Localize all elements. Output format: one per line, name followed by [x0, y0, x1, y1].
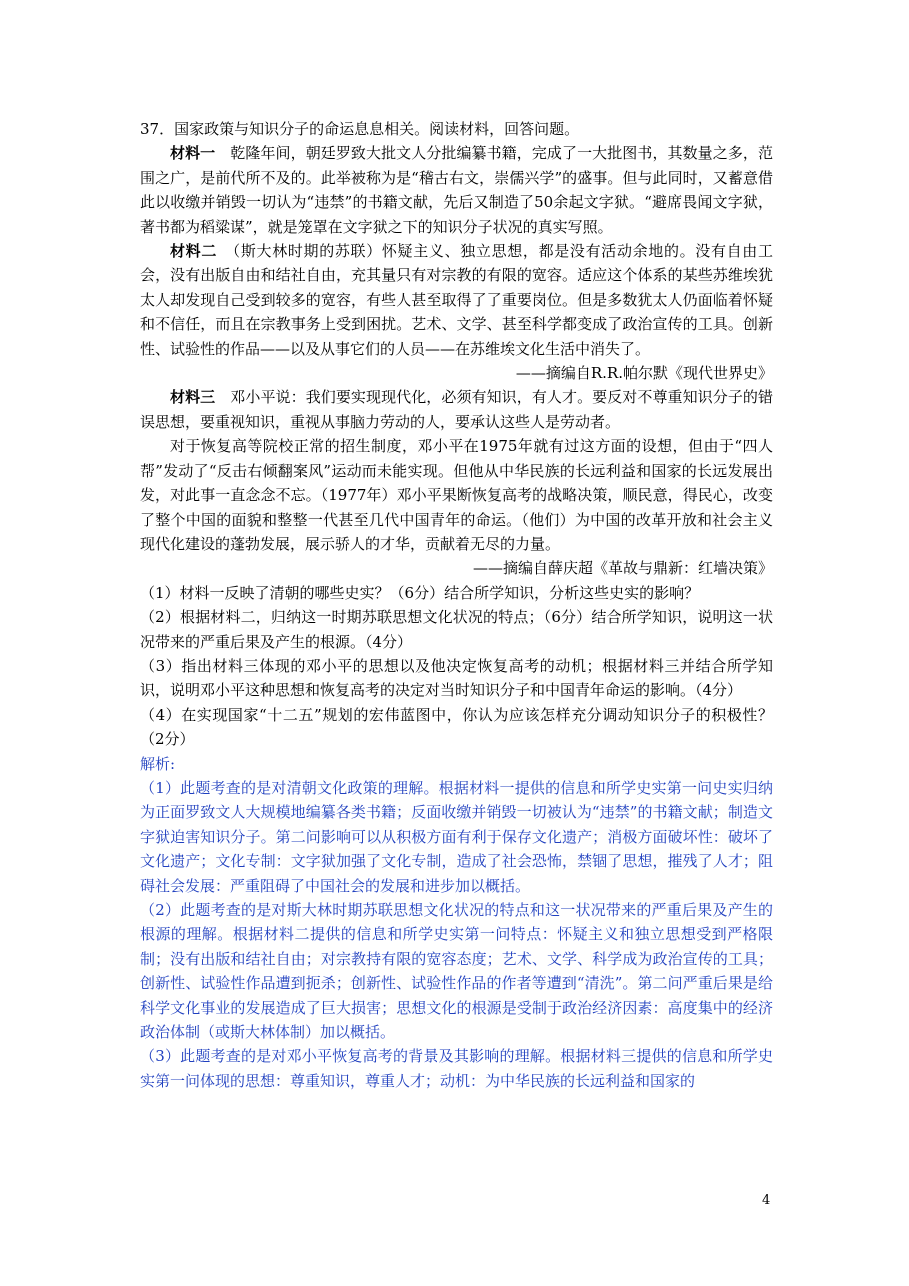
subquestion-2: （2）根据材料二，归纳这一时期苏联思想文化状况的特点；（6分）结合所学知识，说明这一状况带来的严重后果及产生的根源。（4分） [140, 608, 773, 651]
material-2-text: （斯大林时期的苏联）怀疑主义、独立思想，都是没有活动余地的。没有自由工会，没有出版自由和结社自由，充其量只有对宗教的有限的宽容。适应这个体系的某些苏维埃犹太人却发现自己受到较多的宽容，有些人甚至取得了了重要岗位。但是多数犹太人仍面临着怀疑和不信任，而且在宗教事务上受到困扰。艺术、文学、甚至科学都变成了政治宣传的工具。创新性、试验性的作品——以及从事它们的人员——在苏维埃文化生活中消失了。 [140, 242, 773, 358]
material-1 [140, 141, 773, 239]
material-1-text: 乾隆年间，朝廷罗致大批文人分批编纂书籍，完成了一大批图书，其数量之多，范围之广，是前代所不及的。此举被称为是“稽古右文，崇儒兴学”的盛事。但与此同时，又蓄意借此以收缴并销毁一切认为“违禁”的书籍文献，先后又制造了50余起文字狱。“避席畏闻文字狱，著书都为稻粱谋”，就是笼罩在文字狱之下的知识分子状况的真实写照。 [140, 144, 773, 236]
material-3-text: 邓小平说：我们要实现现代化，必须有知识，有人才。要反对不尊重知识分子的错误思想，要重视知识，重视从事脑力劳动的人，要承认这些人是劳动者。 [140, 388, 773, 431]
subquestion-1: （1）材料一反映了清朝的哪些史实？（6分）结合所学知识，分析这些史实的影响？ [140, 583, 700, 602]
analysis-item-2: （2）此题考查的是对斯大林时期苏联思想文化状况的特点和这一状况带来的严重后果及产生的根源的理解。根据材料二提供的信息和所学史实第一问特点：怀疑主义和独立思想受到严格限制；没有出版和结社自由；对宗教持有限的宽容态度；艺术、文学、科学成为政治宣传的工具；创新性、试验性作品遭到扼杀；创新性、试验性作品的作者等遭到“清洗”。第二问严重后果是给科学文化事业的发展造成了巨大损害；思想文化的根源是受制于政治经济因素：高度集中的经济政治体制（或斯大林体制）加以概括。 [140, 901, 773, 1042]
analysis-label: 解析: [140, 754, 176, 773]
material-1-label: 材料一 [170, 144, 216, 163]
analysis-item-1: （1）此题考查的是对清朝文化政策的理解。根据材料一提供的信息和所学史实第一问史实归纳为正面罗致文人大规模地编纂各类书籍；反面收缴并销毁一切被认为“违禁”的书籍文献；制造文字狱迫害知识分子。第二问影响可以从积极方面有利于保存文化遗产；消极方面破坏性：破坏了文化遗产；文化专制：文字狱加强了文化专制，造成了社会恐怖，禁锢了思想，摧残了人才；阻碍社会发展：严重阻碍了中国社会的发展和进步加以概括。 [140, 778, 773, 895]
material-2 [140, 239, 773, 361]
material-3 [140, 385, 773, 434]
page-number: 4 [762, 1193, 771, 1208]
document-page [140, 117, 773, 1093]
question-intro: 37．国家政策与知识分子的命运息息相关。阅读材料，回答问题。 [140, 120, 580, 138]
material-3-text-2: 对于恢复高等院校正常的招生制度，邓小平在1975年就有过这方面的设想，但由于“四人帮”发动了“反击右倾翻案风”运动而未能实现。但他从中华民族的长远利益和国家的长远发展出发，对此事一直念念不忘。（1977年）邓小平果断恢复高考的战略决策，顺民意，得民心，改变了整个中国的面貌和整整一代甚至几代中国青年的命运。（他们）为中国的改革开放和社会主义现代化建设的蓬勃发展，展示骄人的才华，贡献着无尽的力量。 [140, 437, 773, 553]
subquestion-4: （4）在实现国家“十二五”规划的宏伟蓝图中，你认为应该怎样充分调动知识分子的积极性？（2分） [140, 705, 773, 749]
material-2-label: 材料二 [170, 242, 218, 261]
subquestion-3: （3）指出材料三体现的邓小平的思想以及他决定恢复高考的动机；根据材料三并结合所学知识，说明邓小平这种思想和恢复高考的决定对当时知识分子和中国青年命运的影响。（4分） [140, 656, 773, 700]
material-3-label: 材料三 [170, 388, 216, 407]
material-2-source: ——摘编自R.R.帕尔默《现代世界史》 [515, 364, 773, 383]
analysis-item-3: （3）此题考查的是对邓小平恢复高考的背景及其影响的理解。根据材料三提供的信息和所学史实第一问体现的思想：尊重知识，尊重人才；动机：为中华民族的长远利益和国家的 [140, 1047, 773, 1090]
material-3-source: ——摘编自薛庆超《革故与鼎新：红墙决策》 [472, 559, 773, 578]
